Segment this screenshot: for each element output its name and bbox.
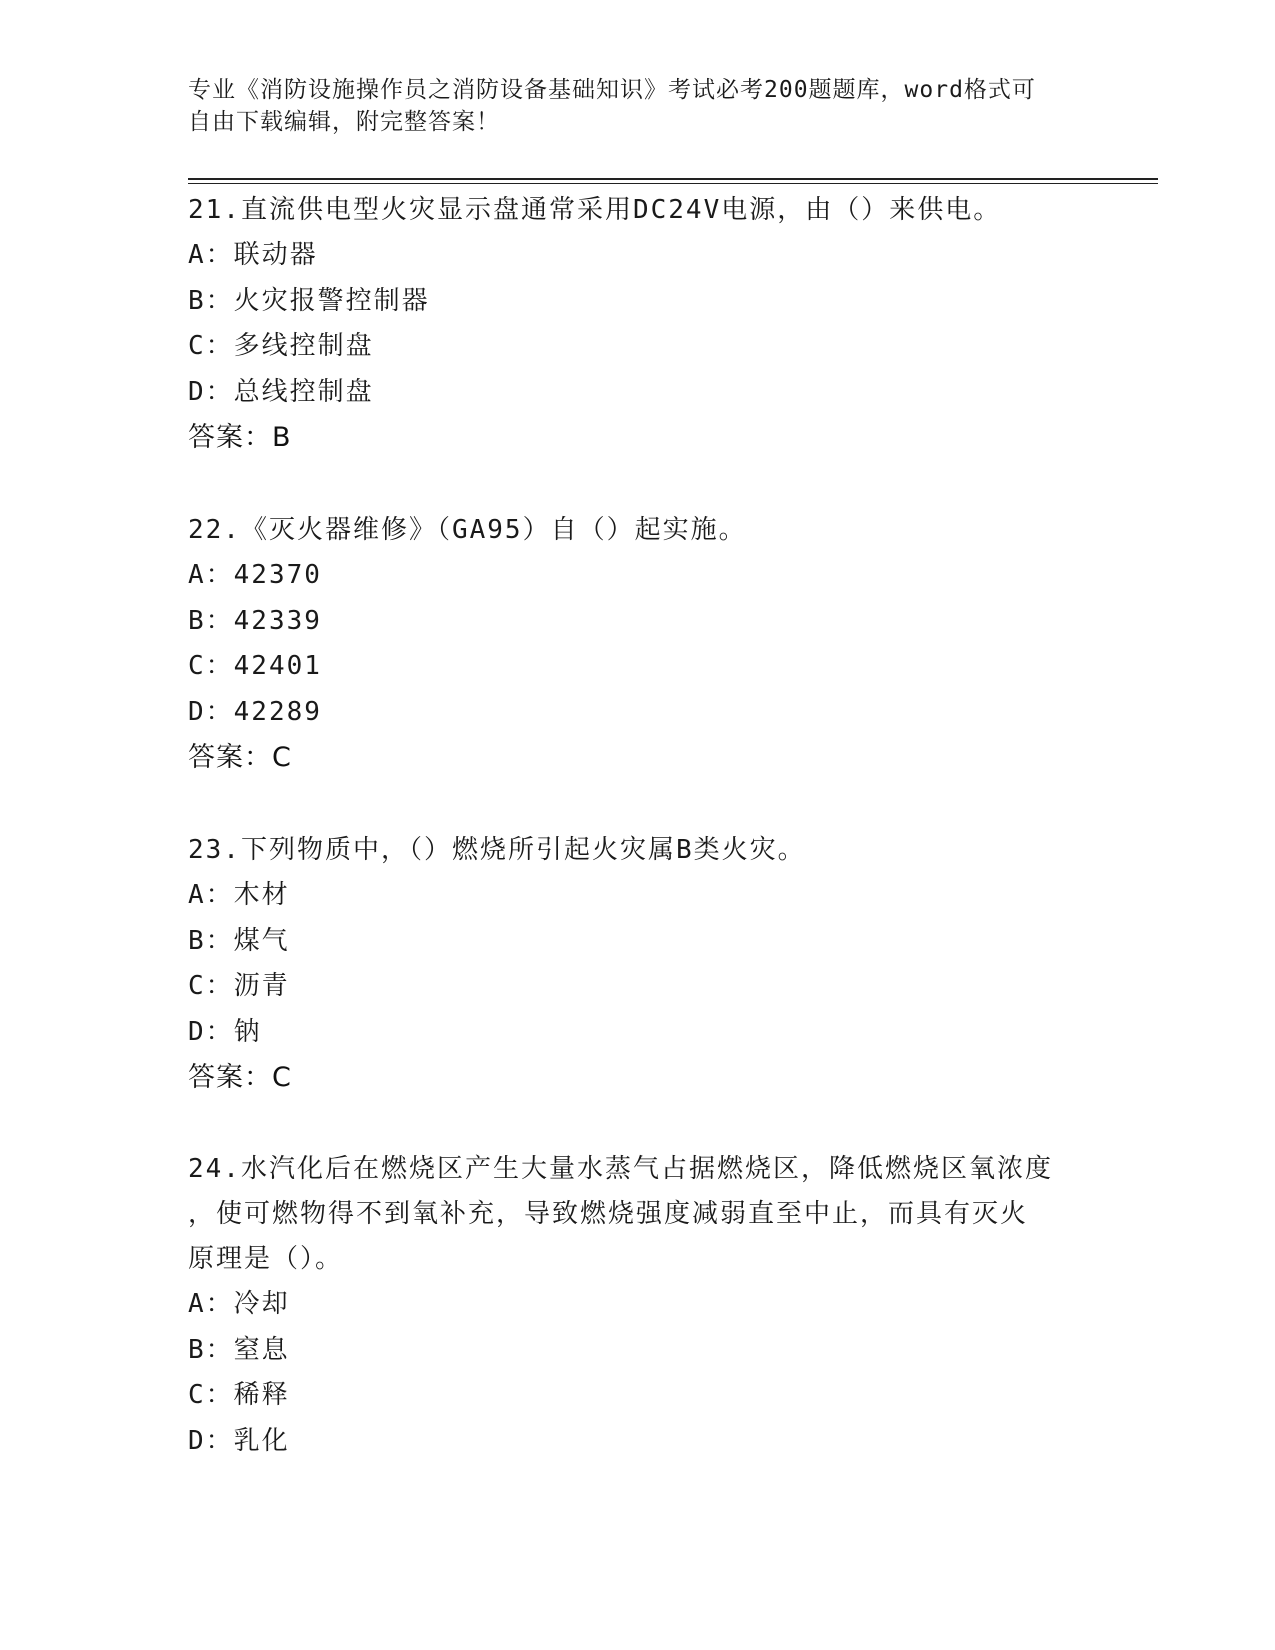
question-24 — [188, 1147, 1088, 1464]
header-divider-top — [188, 178, 1158, 180]
question-stem-line-1: 24.水汽化后在燃烧区产生大量水蒸气占据燃烧区，降低燃烧区氧浓度 — [188, 1154, 1053, 1184]
answer-line: 答案：C — [188, 742, 292, 773]
option-c: C：多线控制盘 — [188, 331, 374, 361]
option-c: C：沥青 — [188, 971, 290, 1001]
question-22 — [188, 508, 1088, 780]
answer-line: 答案：B — [188, 422, 292, 453]
question-23 — [188, 828, 1088, 1100]
document-header — [188, 74, 1088, 138]
option-a: A：冷却 — [188, 1289, 290, 1319]
option-d: D：乳化 — [188, 1425, 290, 1456]
question-21 — [188, 188, 1088, 460]
option-b: B：42339 — [188, 605, 322, 636]
option-d: D：总线控制盘 — [188, 376, 374, 407]
question-stem-line-2: ，使可燃物得不到氧补充，导致燃烧强度减弱直至中止，而具有灭火 — [188, 1199, 1029, 1229]
option-a: A：联动器 — [188, 240, 318, 270]
question-stem: 21.直流供电型火灾显示盘通常采用DC24V电源，由（）来供电。 — [188, 195, 1002, 225]
option-b: B：窒息 — [188, 1334, 290, 1365]
header-line-2: 自由下载编辑，附完整答案！ — [188, 109, 500, 135]
option-d: D：钠 — [188, 1016, 262, 1047]
question-stem: 22.《灭火器维修》（GA95）自（）起实施。 — [188, 515, 747, 545]
question-stem: 23.下列物质中，（）燃烧所引起火灾属B类火灾。 — [188, 835, 806, 865]
option-d: D：42289 — [188, 696, 322, 727]
header-line-1: 专业《消防设施操作员之消防设备基础知识》考试必考200题题库，word格式可 — [188, 77, 1036, 103]
question-stem-line-3: 原理是（）。 — [188, 1244, 344, 1274]
answer-line: 答案：C — [188, 1062, 292, 1093]
option-c: C：稀释 — [188, 1380, 290, 1410]
header-divider-bottom — [188, 183, 1158, 184]
option-a: A：木材 — [188, 880, 290, 910]
option-c: C：42401 — [188, 651, 322, 681]
option-b: B：火灾报警控制器 — [188, 285, 430, 316]
option-b: B：煤气 — [188, 925, 290, 956]
option-a: A：42370 — [188, 560, 322, 590]
